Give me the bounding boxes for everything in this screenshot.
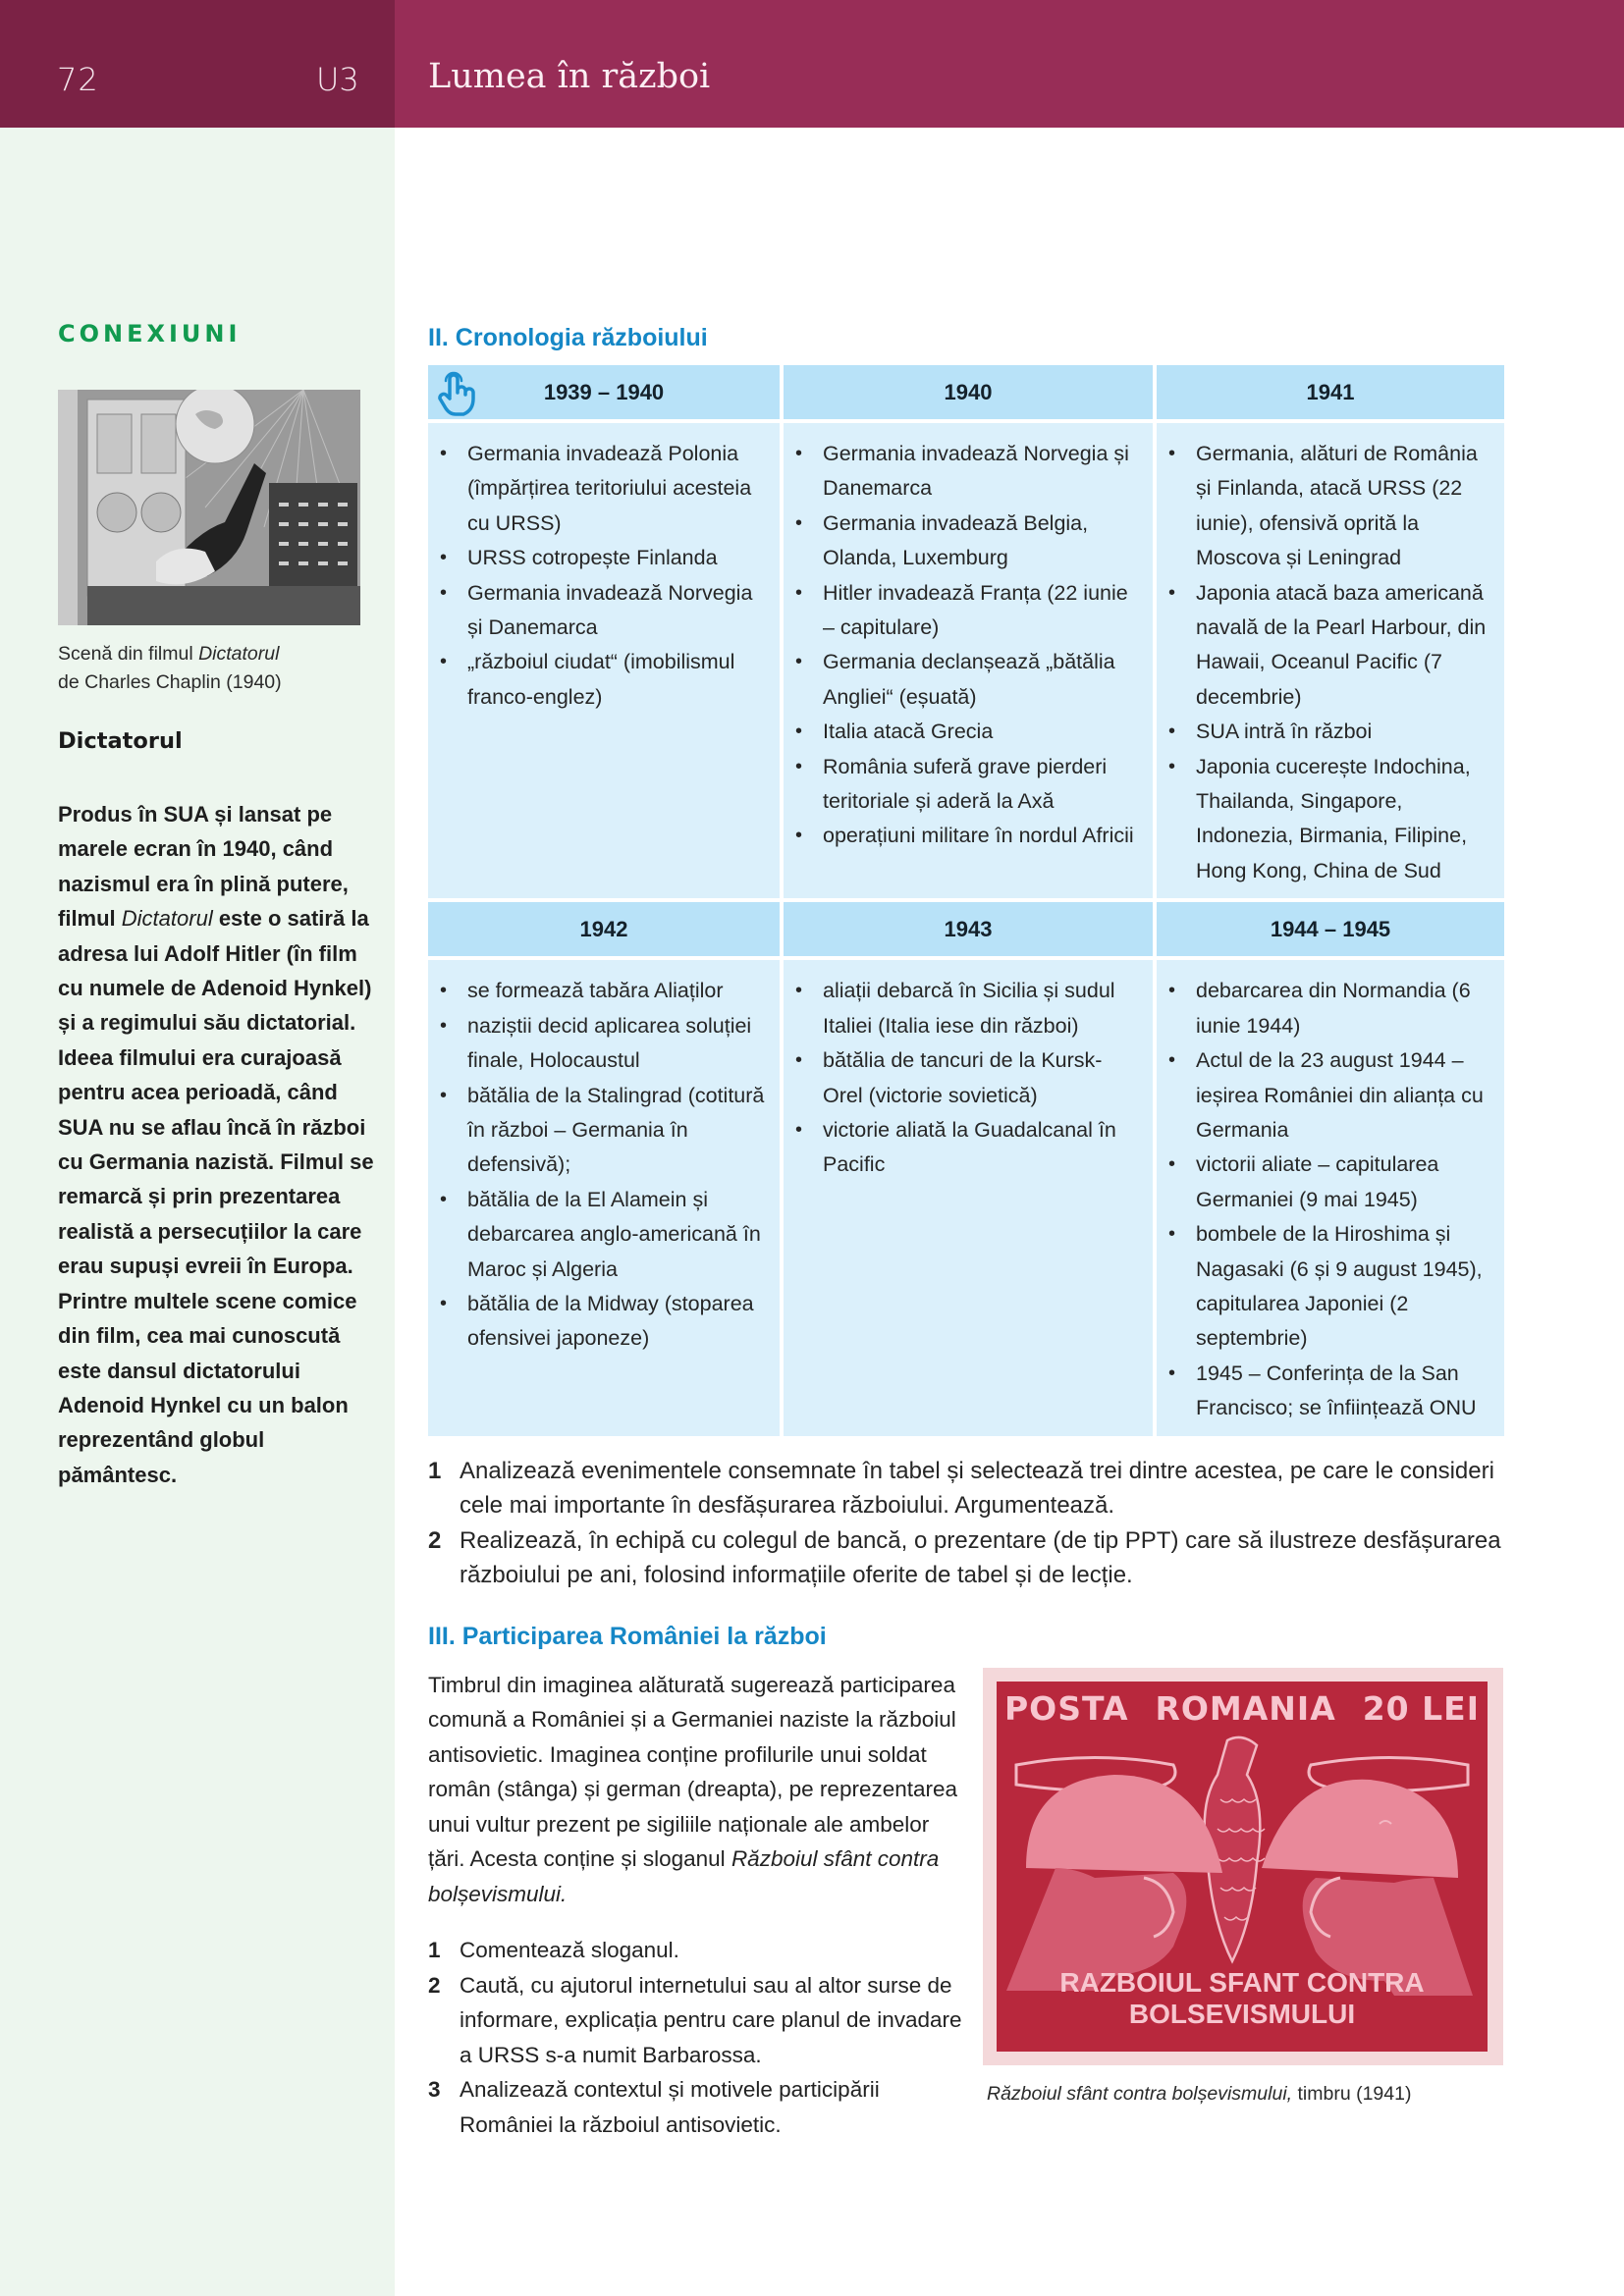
event-item: • debarcarea din Normandia (6 iunie 1944) bbox=[1166, 974, 1492, 1043]
event-item: • Germania invadează Norvegia și Danemarca bbox=[438, 576, 768, 646]
event-item: • URSS cotropește Finlanda bbox=[438, 541, 768, 575]
question-item bbox=[428, 1933, 963, 1968]
main-column bbox=[428, 320, 1518, 2142]
event-list bbox=[1166, 974, 1492, 1425]
event-item: • Japonia cucerește Indochina, Thailanda, Singapore, Indonezia, Birmania, Filipine, Hong Kong, China de Sud bbox=[1166, 750, 1492, 889]
question-text: Analizează evenimentele consemnate în tabel și selectează trei dintre acestea, pe care le consideri cele mai importante în desfășurarea războiului. Argumentează. bbox=[460, 1457, 1494, 1520]
event-item: • Italia atacă Grecia bbox=[793, 715, 1141, 749]
table-header-cell bbox=[784, 902, 1153, 956]
stamp-value: 20 LEI bbox=[1362, 1688, 1480, 1728]
question-text: Analizează contextul și motivele participării României la războiul antisovietic. bbox=[460, 2077, 880, 2137]
question-item bbox=[428, 1454, 1518, 1523]
section3-body bbox=[428, 1668, 1518, 2143]
question-item bbox=[428, 2072, 963, 2142]
event-item: • bătălia de la Stalingrad (cotitură în război – Germania în defensivă); bbox=[438, 1079, 768, 1183]
event-item: • operațiuni militare în nordul Africii bbox=[793, 819, 1141, 853]
event-item: • Germania invadează Belgia, Olanda, Luxemburg bbox=[793, 507, 1141, 576]
table-header-cell bbox=[1157, 365, 1504, 419]
period-label: 1942 bbox=[579, 916, 628, 941]
stamp-slogan: RAZBOIUL SFANT CONTRA BOLSEVISMULUI bbox=[1059, 1966, 1425, 2029]
table-header-cell bbox=[784, 365, 1153, 419]
chronology-questions bbox=[428, 1454, 1518, 1593]
question-item bbox=[428, 1968, 963, 2073]
table-cell bbox=[784, 960, 1153, 1435]
table-cell bbox=[428, 960, 780, 1435]
section3-image-column bbox=[983, 1668, 1503, 2143]
event-list bbox=[438, 974, 768, 1356]
table-cell bbox=[784, 423, 1153, 898]
paragraph-text: Timbrul din imaginea alăturată sugerează participarea comună a României și a Germaniei naziste la războiul antisovietic. Imaginea conține profilurile unui soldat român (stânga) și german (dreapta), pe reprezentarea unui vultur prezent pe sigiliile naționale ale ambelor țări. Acesta conține și sloganul bbox=[428, 1672, 958, 1872]
event-item: • se formează tabăra Aliaților bbox=[438, 974, 768, 1008]
event-item: • 1945 – Conferința de la San Francisco; se înființează ONU bbox=[1166, 1357, 1492, 1426]
table-header-cell bbox=[428, 365, 780, 419]
event-item: • victorie aliată la Guadalcanal în Pacific bbox=[793, 1113, 1141, 1183]
event-item: • SUA intră în război bbox=[1166, 715, 1492, 749]
hand-pointer-icon bbox=[436, 369, 481, 418]
body-text-part: Produs în SUA și lansat pe marele ecran în 1940, când nazismul era în plină putere, filmul bbox=[58, 802, 349, 932]
event-list bbox=[793, 437, 1141, 854]
film-scene-illustration bbox=[58, 390, 360, 625]
stamp-description bbox=[428, 1668, 963, 1912]
body-text-part: este o satiră la adresa lui Adolf Hitler (în film cu numele de Adenoid Hynkel) și a regimului său dictatorial. Ideea filmului era curajoasă pentru acea perioadă, când SUA nu se aflau încă în război cu Germania nazistă. Filmul se remarcă și prin prezentarea realistă a persecuțiilor la care erau supuși evreii în Europa. Printre multele scene comice din film, cea mai cunoscută este dansul dictatorului Adenoid Hynkel cu un balon reprezentând globul pământesc. bbox=[58, 906, 374, 1487]
event-item: • bătălia de la El Alamein și debarcarea anglo-americană în Maroc și Algeria bbox=[438, 1183, 768, 1287]
event-item: • bombele de la Hiroshima și Nagasaki (6 și 9 august 1945), capitularea Japoniei (2 septembrie) bbox=[1166, 1217, 1492, 1357]
table-header-row bbox=[428, 365, 1504, 419]
table-cell bbox=[1157, 960, 1504, 1435]
table-header-cell bbox=[428, 902, 780, 956]
soldiers-eagle-illustration bbox=[997, 1731, 1488, 1996]
section-title-romania: III. Participarea României la război bbox=[428, 1622, 827, 1650]
event-list bbox=[1166, 437, 1492, 888]
postage-stamp-image bbox=[983, 1668, 1503, 2065]
question-number: 1 bbox=[428, 1457, 442, 1484]
event-list bbox=[438, 437, 768, 715]
page-number: 72 bbox=[57, 61, 99, 98]
stamp-face bbox=[997, 1682, 1488, 2052]
event-item: • Germania, alături de România și Finlanda, atacă URSS (22 iunie), ofensivă oprită la Moscova și Leningrad bbox=[1166, 437, 1492, 576]
sidebar-section-label: CONEXIUNI bbox=[58, 320, 242, 347]
event-item: • Hitler invadează Franța (22 iunie – capitulare) bbox=[793, 576, 1141, 646]
event-item: • Germania invadează Norvegia și Danemarca bbox=[793, 437, 1141, 507]
period-label: 1941 bbox=[1306, 379, 1355, 404]
table-cell bbox=[1157, 423, 1504, 898]
film-image-caption bbox=[58, 640, 382, 697]
sidebar-title: Dictatorul bbox=[58, 728, 183, 754]
stamp-caption bbox=[987, 2083, 1503, 2106]
question-number: 1 bbox=[428, 1938, 441, 1963]
event-item: • aliații debarcă în Sicilia și sudul Italiei (Italia iese din război) bbox=[793, 974, 1141, 1043]
event-item: • bătălia de la Midway (stoparea ofensivei japoneze) bbox=[438, 1287, 768, 1357]
event-item: • România suferă grave pierderi teritoriale și aderă la Axă bbox=[793, 750, 1141, 820]
question-number: 2 bbox=[428, 1526, 442, 1554]
section3-text-column bbox=[428, 1668, 963, 2143]
stamp-caption-rest: timbru (1941) bbox=[1292, 2082, 1412, 2105]
body-film-title: Dictatorul bbox=[121, 906, 213, 932]
event-item: • Actul de la 23 august 1944 – ieșirea României din alianța cu Germania bbox=[1166, 1043, 1492, 1148]
stamp-posta: POSTA bbox=[1004, 1688, 1129, 1728]
event-item: • Japonia atacă baza americană navală de la Pearl Harbour, din Hawaii, Oceanul Pacific (7 decembrie) bbox=[1166, 576, 1492, 716]
event-item: • naziștii decid aplicarea soluției finale, Holocaustul bbox=[438, 1009, 768, 1079]
event-item: • „războiul ciudat“ (imobilismul franco-englez) bbox=[438, 645, 768, 715]
event-item: • bătălia de tancuri de la Kursk-Orel (victorie sovietică) bbox=[793, 1043, 1141, 1113]
slogan-text: Războiul sfânt contra bolșevismului. bbox=[428, 1846, 940, 1906]
caption-film-title: Dictatorul bbox=[198, 643, 280, 665]
section-title-chronology: II. Cronologia războiului bbox=[428, 324, 708, 351]
romania-questions bbox=[428, 1933, 963, 2142]
event-item: • victorii aliate – capitularea Germaniei (9 mai 1945) bbox=[1166, 1148, 1492, 1217]
caption-text: Scenă din filmul bbox=[58, 643, 199, 665]
sidebar-body-text bbox=[58, 797, 387, 1492]
chronology-table bbox=[428, 365, 1504, 1436]
event-list bbox=[793, 974, 1141, 1182]
table-body-row bbox=[428, 960, 1504, 1435]
table-header-cell bbox=[1157, 902, 1504, 956]
film-still-image bbox=[58, 390, 360, 625]
question-number: 2 bbox=[428, 1972, 441, 1998]
period-label: 1940 bbox=[944, 379, 993, 404]
question-item bbox=[428, 1523, 1518, 1593]
table-body-row bbox=[428, 423, 1504, 898]
period-label: 1943 bbox=[944, 916, 993, 941]
question-number: 3 bbox=[428, 2077, 441, 2103]
period-label: 1944 – 1945 bbox=[1270, 916, 1391, 941]
period-label: 1939 – 1940 bbox=[543, 379, 665, 404]
event-item: • Germania invadează Polonia (împărțirea teritoriului acesteia cu URSS) bbox=[438, 437, 768, 541]
stamp-top-text bbox=[1004, 1689, 1480, 1728]
chapter-title: Lumea în război bbox=[428, 57, 711, 96]
table-cell bbox=[428, 423, 780, 898]
stamp-caption-title: Războiul sfânt contra bolșevismului, bbox=[987, 2082, 1293, 2105]
caption-author: de Charles Chaplin (1940) bbox=[58, 671, 282, 693]
question-text: Caută, cu ajutorul internetului sau al altor surse de informare, explicația pentru care planul de invadare a URSS s-a numit Barbarossa. bbox=[460, 1972, 962, 2067]
table-header-row bbox=[428, 902, 1504, 956]
unit-label: U3 bbox=[316, 61, 359, 98]
stamp-romania: ROMANIA bbox=[1155, 1688, 1336, 1728]
question-text: Realizează, în echipă cu colegul de bancă, o prezentare (de tip PPT) care să ilustreze desfășurarea războiului pe ani, folosind informațiile oferite de tabel și de lecție. bbox=[460, 1526, 1501, 1589]
event-item: • Germania declanșează „bătălia Angliei“ (eșuată) bbox=[793, 645, 1141, 715]
question-text: Comentează sloganul. bbox=[460, 1938, 679, 1963]
